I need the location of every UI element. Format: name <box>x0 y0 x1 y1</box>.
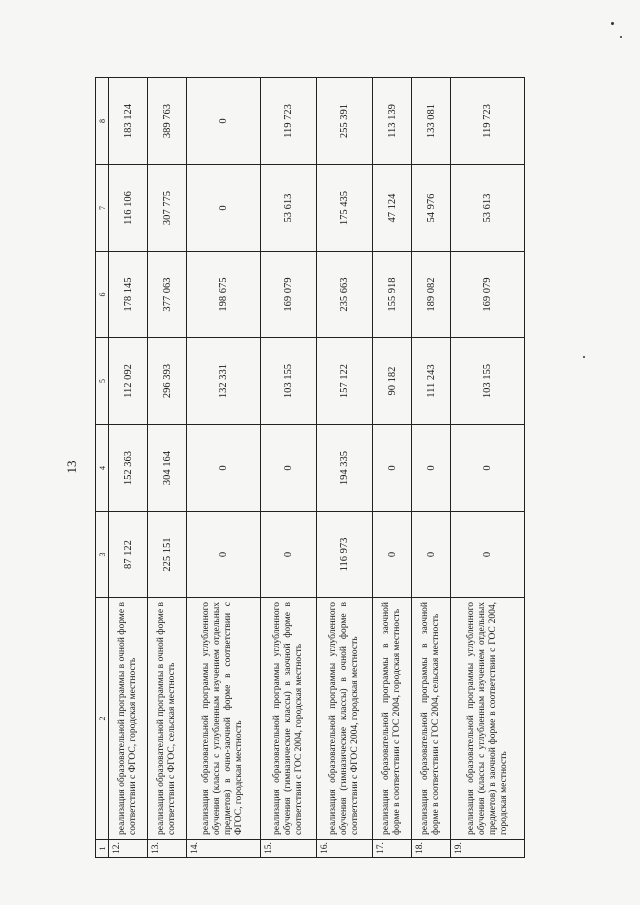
scan-speck <box>620 36 622 38</box>
row-description: реализация образовательной программы углубленного обучения (гимназические классы) в очной форме в соответствии с ФГОС 2004, городская местность <box>316 598 372 840</box>
value-cell: 133 081 <box>412 78 451 165</box>
value-cell: 183 124 <box>109 78 148 165</box>
scan-speck <box>583 356 585 358</box>
value-cell: 157 122 <box>316 338 372 425</box>
value-cell: 113 139 <box>373 78 412 165</box>
column-header: 4 <box>96 425 109 512</box>
value-cell: 90 182 <box>373 338 412 425</box>
value-cell: 255 391 <box>316 78 372 165</box>
table-row <box>148 78 187 858</box>
row-number: 19. <box>451 840 525 858</box>
value-cell: 198 675 <box>187 252 261 338</box>
value-cell: 296 393 <box>148 338 187 425</box>
value-cell: 169 079 <box>451 252 525 338</box>
value-cell: 47 124 <box>373 165 412 252</box>
table-row <box>109 78 148 858</box>
value-cell: 116 106 <box>109 165 148 252</box>
page-number: 13 <box>64 460 79 474</box>
table-row <box>260 78 316 858</box>
row-number: 15. <box>260 840 316 858</box>
column-header: 1 <box>96 840 109 858</box>
header-row <box>96 78 109 858</box>
value-cell: 225 151 <box>148 512 187 598</box>
row-number: 12. <box>109 840 148 858</box>
row-number: 17. <box>373 840 412 858</box>
value-cell: 0 <box>187 165 261 252</box>
table-body <box>109 78 525 858</box>
row-description: реализация образовательной программы в очной форме в соответствии с ФГОС, сельская местность <box>148 598 187 840</box>
value-cell: 53 613 <box>451 165 525 252</box>
row-number: 14. <box>187 840 261 858</box>
row-number: 18. <box>412 840 451 858</box>
value-cell: 194 335 <box>316 425 372 512</box>
row-number: 16. <box>316 840 372 858</box>
value-cell: 112 092 <box>109 338 148 425</box>
value-cell: 0 <box>187 78 261 165</box>
value-cell: 0 <box>373 425 412 512</box>
value-cell: 111 243 <box>412 338 451 425</box>
column-header: 6 <box>96 252 109 338</box>
value-cell: 0 <box>412 512 451 598</box>
column-header: 5 <box>96 338 109 425</box>
table-row <box>373 78 412 858</box>
value-cell: 307 775 <box>148 165 187 252</box>
row-description: реализация образовательной программы в очной форме в соответствии с ФГОС, городская местность <box>109 598 148 840</box>
value-cell: 119 723 <box>260 78 316 165</box>
column-header: 8 <box>96 78 109 165</box>
value-cell: 0 <box>412 425 451 512</box>
value-cell: 155 918 <box>373 252 412 338</box>
data-table <box>95 77 525 858</box>
value-cell: 0 <box>373 512 412 598</box>
value-cell: 389 763 <box>148 78 187 165</box>
value-cell: 103 155 <box>260 338 316 425</box>
value-cell: 235 663 <box>316 252 372 338</box>
value-cell: 178 145 <box>109 252 148 338</box>
rotated-table-container <box>95 78 525 858</box>
row-description: реализация образовательной программы углубленного обучения (классы с углубленным изучением отдельных предметов) в заочной форме в соответствии с ГОС 2004, городская местность <box>451 598 525 840</box>
column-header: 7 <box>96 165 109 252</box>
row-description: реализация образовательной программы углубленного обучения (гимназические классы) в заочной форме в соответствии с ГОС 2004, городская местность <box>260 598 316 840</box>
row-description: реализация образовательной программы в заочной форме в соответствии с ГОС 2004, городская местность <box>373 598 412 840</box>
value-cell: 0 <box>451 512 525 598</box>
table-row <box>451 78 525 858</box>
row-number: 13. <box>148 840 187 858</box>
value-cell: 152 363 <box>109 425 148 512</box>
value-cell: 119 723 <box>451 78 525 165</box>
value-cell: 103 155 <box>451 338 525 425</box>
value-cell: 304 164 <box>148 425 187 512</box>
value-cell: 0 <box>260 425 316 512</box>
value-cell: 169 079 <box>260 252 316 338</box>
value-cell: 175 435 <box>316 165 372 252</box>
table-row <box>316 78 372 858</box>
table-row <box>187 78 261 858</box>
column-header: 3 <box>96 512 109 598</box>
value-cell: 377 063 <box>148 252 187 338</box>
value-cell: 0 <box>260 512 316 598</box>
value-cell: 116 973 <box>316 512 372 598</box>
scan-speck <box>611 22 614 25</box>
value-cell: 53 613 <box>260 165 316 252</box>
row-description: реализация образовательной программы в заочной форме в соответствии с ГОС 2004, сельская местность <box>412 598 451 840</box>
value-cell: 189 082 <box>412 252 451 338</box>
value-cell: 87 122 <box>109 512 148 598</box>
value-cell: 54 976 <box>412 165 451 252</box>
value-cell: 0 <box>187 512 261 598</box>
column-header: 2 <box>96 598 109 840</box>
value-cell: 0 <box>451 425 525 512</box>
row-description: реализация образовательной программы углубленного обучения (классы с углубленным изучением отдельных предметов) в очно-заочной форме в соответствии с ФГОС, городская местность <box>187 598 261 840</box>
value-cell: 0 <box>187 425 261 512</box>
table-row <box>412 78 451 858</box>
value-cell: 132 331 <box>187 338 261 425</box>
